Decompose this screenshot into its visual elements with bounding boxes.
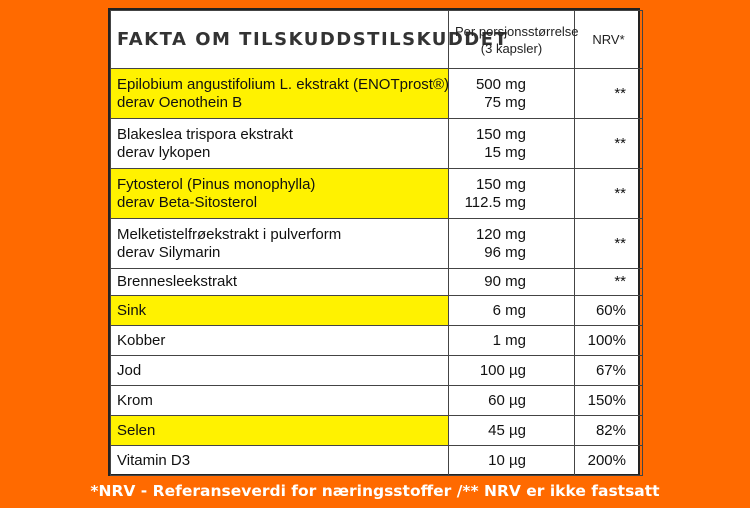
amount-value: 150 mg xyxy=(475,175,526,193)
nrv-header: NRV* xyxy=(575,11,643,69)
amount-value: 6 mg xyxy=(492,301,526,319)
nrv-value: 82% xyxy=(575,416,643,446)
nrv-value: ** xyxy=(575,219,643,269)
table-row xyxy=(111,119,643,169)
ingredient-name: Sink xyxy=(117,301,147,319)
table-row xyxy=(111,69,643,119)
amount-cell xyxy=(449,169,575,219)
amount-value: 100 µg xyxy=(479,361,526,379)
amount-cell xyxy=(449,416,575,446)
amount-cell xyxy=(449,69,575,119)
amount-cell xyxy=(449,296,575,326)
ingredient-name-cell xyxy=(111,386,449,416)
amount-value: 1 mg xyxy=(492,331,526,349)
supplement-facts-table xyxy=(110,10,643,476)
amount-value: 150 mg xyxy=(475,125,526,143)
ingredient-name-cell xyxy=(111,269,449,296)
ingredient-name: Fytosterol (Pinus monophylla) xyxy=(117,175,316,193)
serving-size-capsules: (3 kapsler) xyxy=(480,40,543,56)
ingredient-sub-name: derav Beta-Sitosterol xyxy=(117,193,258,211)
ingredient-name: Vitamin D3 xyxy=(117,451,191,469)
amount-value: 500 mg xyxy=(475,75,526,93)
ingredient-sub-name: derav Oenothein B xyxy=(117,93,243,111)
table-row xyxy=(111,386,643,416)
table-row xyxy=(111,169,643,219)
nrv-value: ** xyxy=(575,69,643,119)
ingredient-name-cell xyxy=(111,326,449,356)
ingredient-name-cell xyxy=(111,446,449,476)
ingredient-name: Melketistelfrøekstrakt i pulverform xyxy=(117,225,342,243)
ingredient-name: Jod xyxy=(117,361,142,379)
amount-cell xyxy=(449,219,575,269)
ingredient-name: Brennesleekstrakt xyxy=(117,273,238,290)
table-title: FAKTA OM TILSKUDDSTILSKUDDET xyxy=(111,11,449,69)
table-header-row xyxy=(111,11,643,69)
amount-cell xyxy=(449,326,575,356)
amount-sub-value: 15 mg xyxy=(484,143,526,161)
ingredient-name: Blakeslea trispora ekstrakt xyxy=(117,125,293,143)
amount-cell xyxy=(449,119,575,169)
nrv-value: 200% xyxy=(575,446,643,476)
nrv-value: 67% xyxy=(575,356,643,386)
ingredient-name: Kobber xyxy=(117,331,166,349)
ingredient-sub-name: derav lykopen xyxy=(117,143,211,161)
serving-size-label: Per porsjonsstørrelse xyxy=(455,23,579,39)
amount-sub-value: 112.5 mg xyxy=(464,193,526,211)
amount-value: 90 mg xyxy=(484,273,526,290)
amount-cell xyxy=(449,356,575,386)
ingredient-name-cell xyxy=(111,296,449,326)
ingredient-name-cell xyxy=(111,416,449,446)
amount-cell xyxy=(449,269,575,296)
table-row xyxy=(111,326,643,356)
amount-value: 120 mg xyxy=(475,225,526,243)
amount-value: 60 µg xyxy=(488,391,526,409)
table-row xyxy=(111,356,643,386)
amount-value: 45 µg xyxy=(488,421,526,439)
amount-sub-value: 96 mg xyxy=(484,243,526,261)
nrv-value: ** xyxy=(575,119,643,169)
ingredient-name-cell xyxy=(111,69,449,119)
table-row xyxy=(111,446,643,476)
amount-cell xyxy=(449,386,575,416)
ingredient-name: Epilobium angustifolium L. ekstrakt (ENOTprost®) xyxy=(117,75,449,93)
ingredient-name: Krom xyxy=(117,391,153,409)
nrv-value: ** xyxy=(575,169,643,219)
nrv-value: ** xyxy=(575,269,643,296)
table-row xyxy=(111,416,643,446)
nrv-value: 150% xyxy=(575,386,643,416)
table-body xyxy=(111,69,643,476)
ingredient-name-cell xyxy=(111,169,449,219)
table-row xyxy=(111,219,643,269)
amount-sub-value: 75 mg xyxy=(484,93,526,111)
ingredient-name-cell xyxy=(111,219,449,269)
nrv-value: 60% xyxy=(575,296,643,326)
ingredient-sub-name: derav Silymarin xyxy=(117,243,221,261)
amount-cell xyxy=(449,446,575,476)
ingredient-name-cell xyxy=(111,119,449,169)
ingredient-name: Selen xyxy=(117,421,156,439)
nrv-value: 100% xyxy=(575,326,643,356)
nrv-footnote: *NRV - Referanseverdi for næringsstoffer /** NRV er ikke fastsatt xyxy=(90,482,660,500)
supplement-facts-panel xyxy=(108,8,640,476)
amount-value: 10 µg xyxy=(488,451,526,469)
table-row xyxy=(111,296,643,326)
table-row xyxy=(111,269,643,296)
ingredient-name-cell xyxy=(111,356,449,386)
